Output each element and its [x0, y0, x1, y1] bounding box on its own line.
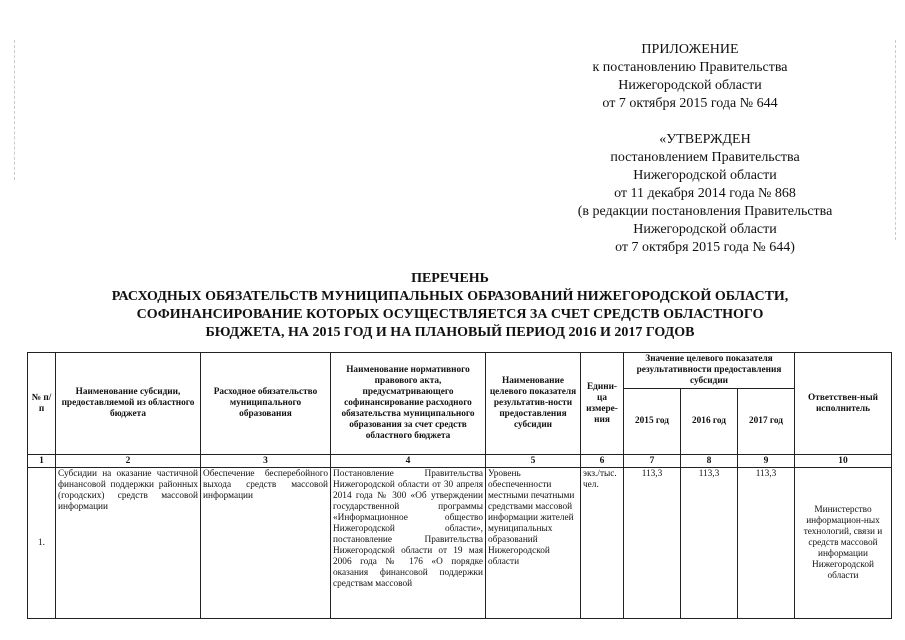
indicator-text: Уровень обеспеченности местными печатными средствами массовой информации жителей муниципальных образований Нижегородской области [486, 468, 581, 619]
approved-line-7: от 7 октября 2015 года № 644) [615, 240, 795, 255]
approved-line-3: Нижегородской области [633, 168, 777, 183]
column-number: 8 [681, 455, 738, 468]
document-title [30, 270, 870, 342]
header-year-2016: 2016 год [681, 389, 738, 455]
column-number: 5 [486, 455, 581, 468]
appendix-title: ПРИЛОЖЕНИЕ [641, 42, 739, 57]
header-value-group: Значение целевого показателя результативности предоставления субсидии [624, 353, 795, 389]
approved-line-2: постановлением Правительства [610, 150, 800, 165]
scan-margin-line-left [14, 40, 15, 180]
legal-act-text: Постановление Правительства Нижегородской области от 30 апреля 2014 года № 300 «Об утверждении государственной программы «Информационное общество Нижегородской области», постановление Правительства Нижегородской области от 19 мая 2006 года № 176 «О порядке оказания финансовой поддержки средствам массовой [331, 468, 486, 619]
appendix-line-2: Нижегородской области [618, 78, 762, 93]
subsidy-name: Субсидии на оказание частичной финансовой поддержки районных (городских) средств массовой информации [56, 468, 201, 619]
column-number: 3 [201, 455, 331, 468]
obligation-text: Обеспечение бесперебойного выхода средств массовой информации [201, 468, 331, 619]
value-2015: 113,3 [624, 468, 681, 619]
header-year-2017: 2017 год [738, 389, 795, 455]
row-number: 1. [28, 468, 56, 619]
value-2017: 113,3 [738, 468, 795, 619]
approved-block [525, 131, 885, 257]
header-unit: Едини-ца измере-ния [581, 353, 624, 455]
column-number: 1 [28, 455, 56, 468]
executor-text: Министерство информацион-ных технологий, связи и средств массовой информации Нижегородской области [795, 468, 892, 619]
appendix-line-1: к постановлению Правительства [592, 60, 788, 75]
appendix-line-3: от 7 октября 2015 года № 644 [602, 96, 778, 111]
column-number: 10 [795, 455, 892, 468]
table-row [28, 468, 892, 619]
unit-text: экз./тыс. чел. [581, 468, 624, 619]
header-obligation: Расходное обязательство муниципального образования [201, 353, 331, 455]
header-executor: Ответствен-ный исполнитель [795, 353, 892, 455]
approved-line-1: «УТВЕРЖДЕН [659, 132, 751, 147]
header-legal-act: Наименование нормативного правового акта, предусматривающего софинансирование расходного обязательства муниципального образования за счет средств областного бюджета [331, 353, 486, 455]
header-num: № п/п [28, 353, 56, 455]
column-number-row [28, 455, 892, 468]
approved-line-4: от 11 декабря 2014 года № 868 [614, 186, 796, 201]
value-2016: 113,3 [681, 468, 738, 619]
title-line-4: БЮДЖЕТА, НА 2015 ГОД И НА ПЛАНОВЫЙ ПЕРИОД 2016 И 2017 ГОДОВ [205, 325, 695, 340]
header-indicator: Наименование целевого показателя результатив-ности предоставления субсидии [486, 353, 581, 455]
header-subsidy: Наименование субсидии, предоставляемой из областного бюджета [56, 353, 201, 455]
appendix-block [525, 41, 855, 113]
title-line-1: ПЕРЕЧЕНЬ [411, 271, 489, 286]
title-line-2: РАСХОДНЫХ ОБЯЗАТЕЛЬСТВ МУНИЦИПАЛЬНЫХ ОБРАЗОВАНИЙ НИЖЕГОРОДСКОЙ ОБЛАСТИ, [111, 289, 789, 304]
column-number: 4 [331, 455, 486, 468]
column-number: 6 [581, 455, 624, 468]
column-number: 2 [56, 455, 201, 468]
obligations-table [27, 352, 892, 619]
approved-line-5: (в редакции постановления Правительства [577, 204, 833, 219]
column-number: 7 [624, 455, 681, 468]
header-year-2015: 2015 год [624, 389, 681, 455]
title-line-3: СОФИНАНСИРОВАНИЕ КОТОРЫХ ОСУЩЕСТВЛЯЕТСЯ ЗА СЧЕТ СРЕДСТВ ОБЛАСТНОГО [136, 307, 764, 322]
approved-line-6: Нижегородской области [633, 222, 777, 237]
scan-margin-line-right [895, 40, 896, 240]
header-row-1 [28, 353, 892, 389]
column-number: 9 [738, 455, 795, 468]
